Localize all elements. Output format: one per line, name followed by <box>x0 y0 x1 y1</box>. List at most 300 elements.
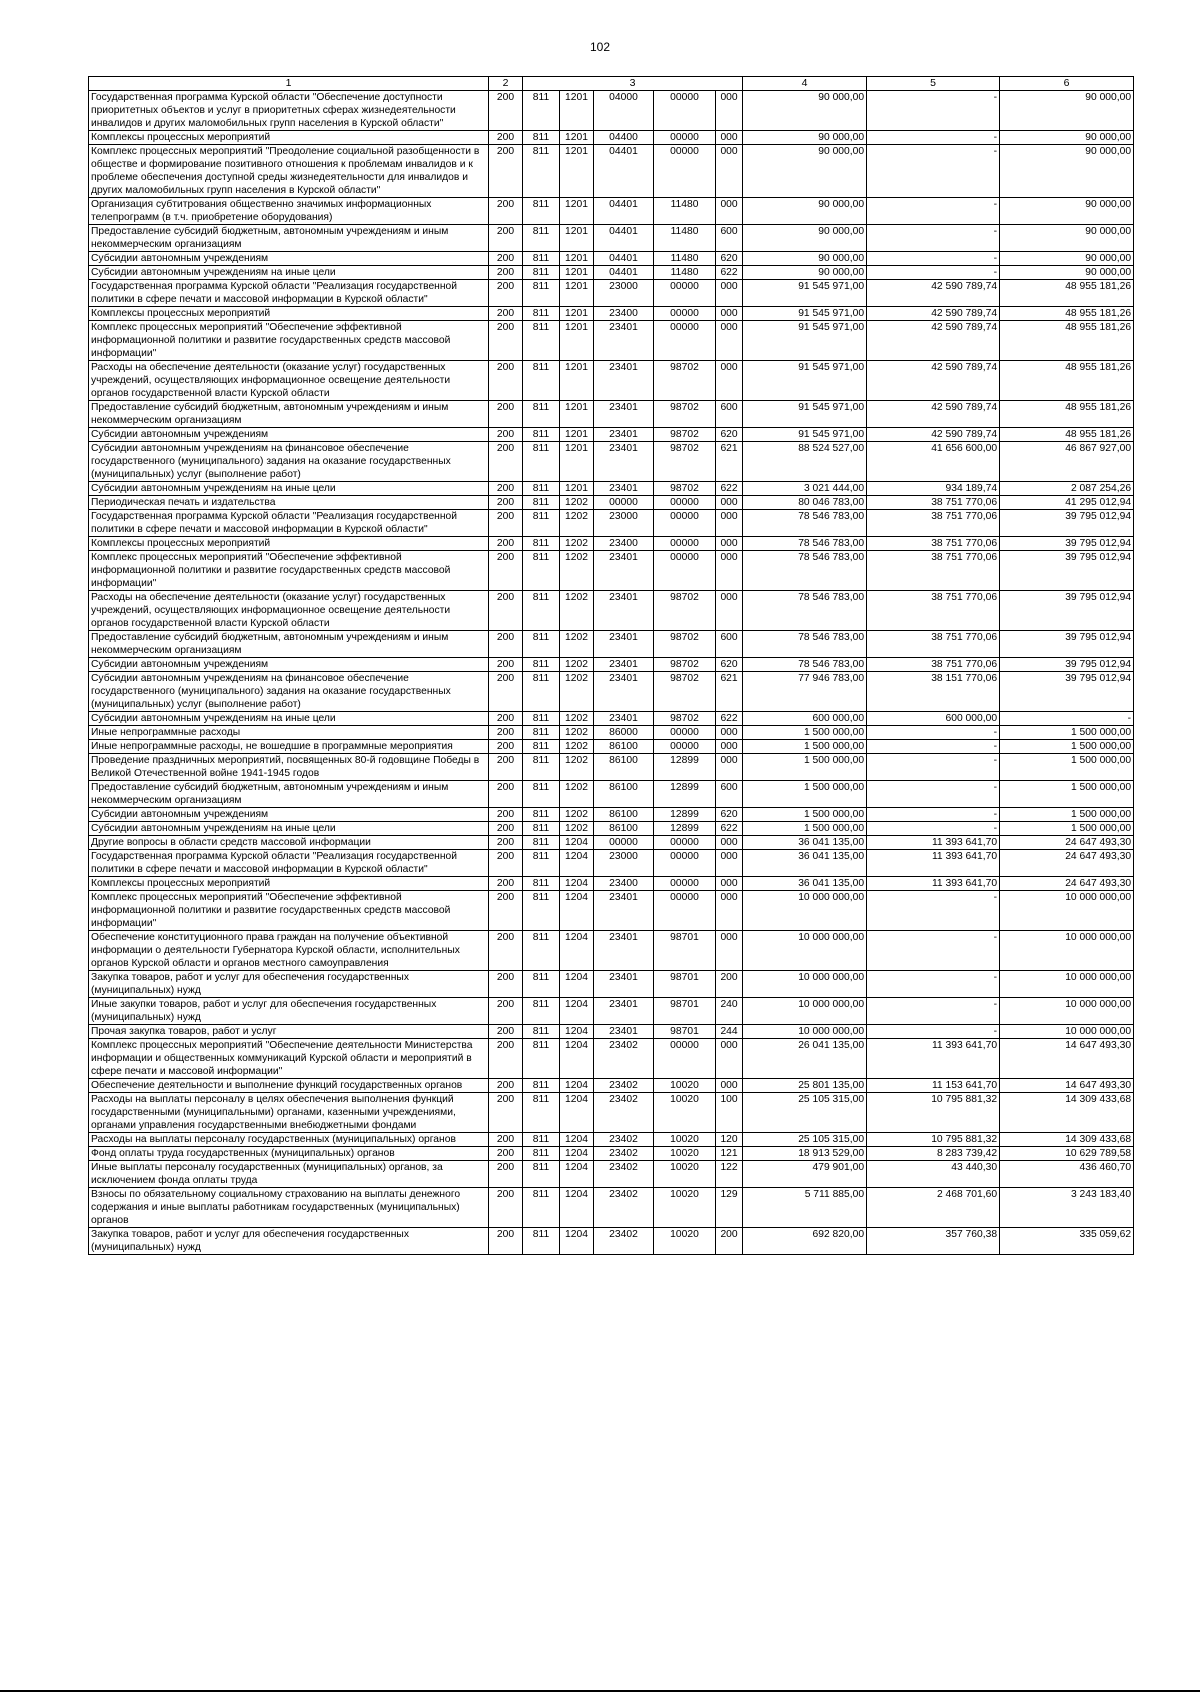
row-code-3c: 86000 <box>594 726 654 740</box>
row-amount-4: 1 500 000,00 <box>743 808 867 822</box>
row-amount-5: 41 656 600,00 <box>867 442 1000 482</box>
table-row <box>89 91 1134 131</box>
row-amount-5: 8 283 739,42 <box>867 1147 1000 1161</box>
row-code-3d: 00000 <box>654 496 716 510</box>
table-row <box>89 1147 1134 1161</box>
row-code-3b: 1201 <box>560 307 594 321</box>
row-code-2: 200 <box>489 1093 523 1133</box>
row-name: Комплекс процессных мероприятий "Преодоление социальной разобщенности в обществе и формирование позитивного отношения к проблемам инвалидов и к проблеме обеспечения доступной среды жизнедеятельности для инвалидов и других маломобильных групп населения в Курской области" <box>89 145 489 198</box>
row-code-3d: 11480 <box>654 198 716 225</box>
row-amount-4: 10 000 000,00 <box>743 971 867 998</box>
row-code-2: 200 <box>489 321 523 361</box>
row-name: Субсидии автономным учреждениям на финансовое обеспечение государственного (муниципального) задания на оказание государственных (муниципальных) услуг (выполнение работ) <box>89 442 489 482</box>
row-amount-5: 42 590 789,74 <box>867 361 1000 401</box>
table-row <box>89 891 1134 931</box>
row-name: Проведение праздничных мероприятий, посвященных 80-й годовщине Победы в Великой Отечественной войне 1941-1945 годов <box>89 754 489 781</box>
row-code-3d: 11480 <box>654 266 716 280</box>
row-amount-4: 78 546 783,00 <box>743 591 867 631</box>
row-name: Комплекс процессных мероприятий "Обеспечение эффективной информационной политики и развитие государственных средств массовой информации" <box>89 891 489 931</box>
row-name: Закупка товаров, работ и услуг для обеспечения государственных (муниципальных) нужд <box>89 971 489 998</box>
row-amount-6: - <box>1000 712 1134 726</box>
row-amount-4: 10 000 000,00 <box>743 998 867 1025</box>
row-name: Государственная программа Курской области "Реализация государственной политики в сфере печати и массовой информации в Курской области" <box>89 850 489 877</box>
row-code-3e: 620 <box>716 658 743 672</box>
row-code-3b: 1201 <box>560 225 594 252</box>
row-code-3a: 811 <box>523 1188 560 1228</box>
row-name: Субсидии автономным учреждениям на иные цели <box>89 266 489 280</box>
row-amount-5: 2 468 701,60 <box>867 1188 1000 1228</box>
row-amount-4: 90 000,00 <box>743 225 867 252</box>
row-amount-5: 38 751 770,06 <box>867 631 1000 658</box>
row-code-2: 200 <box>489 591 523 631</box>
row-name: Государственная программа Курской области "Обеспечение доступности приоритетных объектов и услуг в приоритетных сферах жизнедеятельности инвалидов и других маломобильных групп населения в Курской области" <box>89 91 489 131</box>
row-code-2: 200 <box>489 496 523 510</box>
bottom-rule <box>0 1690 1200 1692</box>
row-amount-6: 48 955 181,26 <box>1000 280 1134 307</box>
row-code-3c: 23000 <box>594 510 654 537</box>
row-amount-5: 42 590 789,74 <box>867 428 1000 442</box>
row-code-3e: 000 <box>716 510 743 537</box>
row-code-3a: 811 <box>523 537 560 551</box>
row-amount-6: 39 795 012,94 <box>1000 672 1134 712</box>
row-code-3c: 23402 <box>594 1079 654 1093</box>
row-code-3e: 000 <box>716 537 743 551</box>
row-code-3d: 00000 <box>654 740 716 754</box>
row-code-2: 200 <box>489 537 523 551</box>
row-name: Иные непрограммные расходы <box>89 726 489 740</box>
row-code-3c: 23000 <box>594 850 654 877</box>
row-code-3e: 129 <box>716 1188 743 1228</box>
row-amount-4: 1 500 000,00 <box>743 754 867 781</box>
row-name: Субсидии автономным учреждениям <box>89 428 489 442</box>
row-code-3e: 122 <box>716 1161 743 1188</box>
table-row <box>89 401 1134 428</box>
row-code-2: 200 <box>489 198 523 225</box>
row-amount-5: 38 751 770,06 <box>867 537 1000 551</box>
row-code-3e: 200 <box>716 971 743 998</box>
row-name: Субсидии автономным учреждениям на иные цели <box>89 482 489 496</box>
row-code-3d: 11480 <box>654 225 716 252</box>
row-code-2: 200 <box>489 971 523 998</box>
row-code-3b: 1204 <box>560 891 594 931</box>
row-amount-5: 11 393 641,70 <box>867 1039 1000 1079</box>
row-amount-4: 90 000,00 <box>743 131 867 145</box>
row-name: Фонд оплаты труда государственных (муниципальных) органов <box>89 1147 489 1161</box>
row-amount-5: 43 440,30 <box>867 1161 1000 1188</box>
row-code-3a: 811 <box>523 672 560 712</box>
row-amount-5: - <box>867 91 1000 131</box>
row-code-2: 200 <box>489 252 523 266</box>
row-code-2: 200 <box>489 1147 523 1161</box>
row-code-3b: 1204 <box>560 1147 594 1161</box>
row-name: Расходы на выплаты персоналу в целях обеспечения выполнения функций государственными (муниципальными) органами, казенными учреждениями, органами управления государственными внебюджетными фондами <box>89 1093 489 1133</box>
row-code-3b: 1202 <box>560 631 594 658</box>
row-code-3b: 1202 <box>560 551 594 591</box>
row-code-3c: 23401 <box>594 1025 654 1039</box>
row-name: Взносы по обязательному социальному страхованию на выплаты денежного содержания и иные выплаты работникам государственных (муниципальных) органов <box>89 1188 489 1228</box>
row-code-2: 200 <box>489 850 523 877</box>
table-row <box>89 808 1134 822</box>
row-code-3c: 86100 <box>594 781 654 808</box>
row-code-3e: 600 <box>716 781 743 808</box>
table-row <box>89 1079 1134 1093</box>
row-code-3b: 1204 <box>560 850 594 877</box>
row-code-3b: 1204 <box>560 877 594 891</box>
row-amount-6: 90 000,00 <box>1000 225 1134 252</box>
row-code-3e: 100 <box>716 1093 743 1133</box>
row-code-3a: 811 <box>523 891 560 931</box>
row-code-3b: 1202 <box>560 591 594 631</box>
row-amount-6: 436 460,70 <box>1000 1161 1134 1188</box>
table-row <box>89 266 1134 280</box>
row-code-3c: 23400 <box>594 307 654 321</box>
table-row <box>89 442 1134 482</box>
row-amount-5: 11 153 641,70 <box>867 1079 1000 1093</box>
row-code-3c: 23401 <box>594 442 654 482</box>
row-code-3b: 1204 <box>560 998 594 1025</box>
row-code-3d: 10020 <box>654 1079 716 1093</box>
row-code-3d: 00000 <box>654 91 716 131</box>
row-amount-5: 10 795 881,32 <box>867 1093 1000 1133</box>
row-code-2: 200 <box>489 822 523 836</box>
row-code-3a: 811 <box>523 198 560 225</box>
row-code-3a: 811 <box>523 850 560 877</box>
row-code-3c: 23402 <box>594 1161 654 1188</box>
row-code-3c: 23401 <box>594 931 654 971</box>
row-amount-4: 25 105 315,00 <box>743 1133 867 1147</box>
row-code-3d: 00000 <box>654 307 716 321</box>
row-amount-4: 78 546 783,00 <box>743 537 867 551</box>
row-code-3c: 23402 <box>594 1039 654 1079</box>
row-amount-6: 1 500 000,00 <box>1000 740 1134 754</box>
row-code-3a: 811 <box>523 1147 560 1161</box>
row-code-3a: 811 <box>523 591 560 631</box>
row-code-3b: 1204 <box>560 1188 594 1228</box>
row-name: Закупка товаров, работ и услуг для обеспечения государственных (муниципальных) нужд <box>89 1228 489 1255</box>
row-amount-6: 39 795 012,94 <box>1000 658 1134 672</box>
row-code-3a: 811 <box>523 1025 560 1039</box>
row-amount-6: 24 647 493,30 <box>1000 836 1134 850</box>
row-code-3d: 00000 <box>654 891 716 931</box>
row-amount-5: 42 590 789,74 <box>867 307 1000 321</box>
row-amount-5: - <box>867 726 1000 740</box>
row-code-3c: 23401 <box>594 482 654 496</box>
row-code-3e: 000 <box>716 754 743 781</box>
row-name: Предоставление субсидий бюджетным, автономным учреждениям и иным некоммерческим организациям <box>89 781 489 808</box>
row-code-3a: 811 <box>523 225 560 252</box>
row-code-3c: 23401 <box>594 712 654 726</box>
row-code-3e: 000 <box>716 361 743 401</box>
row-code-3d: 98702 <box>654 712 716 726</box>
row-code-3b: 1201 <box>560 198 594 225</box>
row-code-3a: 811 <box>523 551 560 591</box>
row-code-3e: 000 <box>716 131 743 145</box>
row-amount-4: 91 545 971,00 <box>743 428 867 442</box>
row-code-3b: 1204 <box>560 1228 594 1255</box>
row-amount-4: 1 500 000,00 <box>743 781 867 808</box>
row-amount-5: - <box>867 781 1000 808</box>
row-amount-4: 36 041 135,00 <box>743 850 867 877</box>
header-col-3: 3 <box>523 77 743 91</box>
row-code-3d: 98702 <box>654 482 716 496</box>
row-code-3c: 04400 <box>594 131 654 145</box>
row-code-3c: 00000 <box>594 496 654 510</box>
row-code-3b: 1201 <box>560 91 594 131</box>
row-name: Комплексы процессных мероприятий <box>89 307 489 321</box>
header-col-1: 1 <box>89 77 489 91</box>
row-name: Комплекс процессных мероприятий "Обеспечение эффективной информационной политики и развитие государственных средств массовой информации" <box>89 321 489 361</box>
row-name: Прочая закупка товаров, работ и услуг <box>89 1025 489 1039</box>
row-amount-5: 934 189,74 <box>867 482 1000 496</box>
row-amount-6: 1 500 000,00 <box>1000 808 1134 822</box>
row-amount-6: 46 867 927,00 <box>1000 442 1134 482</box>
row-amount-5: - <box>867 740 1000 754</box>
row-code-3e: 000 <box>716 321 743 361</box>
row-amount-6: 10 000 000,00 <box>1000 971 1134 998</box>
row-code-3e: 000 <box>716 1039 743 1079</box>
row-code-3b: 1202 <box>560 822 594 836</box>
table-row <box>89 822 1134 836</box>
row-code-3c: 23401 <box>594 631 654 658</box>
row-name: Комплекс процессных мероприятий "Обеспечение эффективной информационной политики и развитие государственных средств массовой информации" <box>89 551 489 591</box>
row-amount-6: 90 000,00 <box>1000 252 1134 266</box>
row-code-3a: 811 <box>523 877 560 891</box>
row-code-3e: 600 <box>716 631 743 658</box>
row-code-2: 200 <box>489 712 523 726</box>
row-code-3d: 00000 <box>654 726 716 740</box>
row-code-3d: 00000 <box>654 131 716 145</box>
row-code-3a: 811 <box>523 252 560 266</box>
row-code-2: 200 <box>489 836 523 850</box>
row-code-3e: 200 <box>716 1228 743 1255</box>
row-code-3d: 98702 <box>654 631 716 658</box>
row-amount-4: 5 711 885,00 <box>743 1188 867 1228</box>
row-code-3e: 244 <box>716 1025 743 1039</box>
row-code-3a: 811 <box>523 1039 560 1079</box>
row-amount-5: 600 000,00 <box>867 712 1000 726</box>
table-row <box>89 591 1134 631</box>
row-name: Предоставление субсидий бюджетным, автономным учреждениям и иным некоммерческим организациям <box>89 401 489 428</box>
row-code-3e: 000 <box>716 740 743 754</box>
table-row <box>89 998 1134 1025</box>
row-code-2: 200 <box>489 877 523 891</box>
row-code-3c: 23401 <box>594 998 654 1025</box>
row-code-3e: 622 <box>716 822 743 836</box>
row-code-2: 200 <box>489 631 523 658</box>
row-code-3d: 00000 <box>654 551 716 591</box>
row-amount-4: 692 820,00 <box>743 1228 867 1255</box>
row-name: Обеспечение деятельности и выполнение функций государственных органов <box>89 1079 489 1093</box>
row-code-3a: 811 <box>523 361 560 401</box>
table-row <box>89 1093 1134 1133</box>
row-code-3e: 000 <box>716 726 743 740</box>
row-amount-5: 38 751 770,06 <box>867 551 1000 591</box>
row-code-3a: 811 <box>523 307 560 321</box>
row-code-3c: 23402 <box>594 1093 654 1133</box>
row-code-3b: 1204 <box>560 1161 594 1188</box>
row-name: Другие вопросы в области средств массовой информации <box>89 836 489 850</box>
table-row <box>89 225 1134 252</box>
table-row <box>89 754 1134 781</box>
row-amount-6: 90 000,00 <box>1000 145 1134 198</box>
row-amount-5: 42 590 789,74 <box>867 401 1000 428</box>
table-row <box>89 1188 1134 1228</box>
row-code-3d: 00000 <box>654 1039 716 1079</box>
row-name: Субсидии автономным учреждениям на иные цели <box>89 712 489 726</box>
row-code-3d: 10020 <box>654 1147 716 1161</box>
table-row <box>89 631 1134 658</box>
row-code-3d: 98702 <box>654 442 716 482</box>
row-amount-5: 38 751 770,06 <box>867 658 1000 672</box>
header-col-6: 6 <box>1000 77 1134 91</box>
row-code-3b: 1201 <box>560 428 594 442</box>
row-code-3a: 811 <box>523 496 560 510</box>
row-name: Комплексы процессных мероприятий <box>89 877 489 891</box>
table-row <box>89 658 1134 672</box>
row-name: Иные непрограммные расходы, не вошедшие в программные мероприятия <box>89 740 489 754</box>
row-code-3a: 811 <box>523 1161 560 1188</box>
row-amount-6: 14 647 493,30 <box>1000 1079 1134 1093</box>
row-code-2: 200 <box>489 428 523 442</box>
row-amount-4: 25 801 135,00 <box>743 1079 867 1093</box>
row-code-3e: 000 <box>716 891 743 931</box>
row-code-2: 200 <box>489 225 523 252</box>
row-code-3c: 23000 <box>594 280 654 307</box>
row-amount-6: 335 059,62 <box>1000 1228 1134 1255</box>
row-code-3e: 000 <box>716 877 743 891</box>
row-code-2: 200 <box>489 672 523 712</box>
row-amount-4: 36 041 135,00 <box>743 877 867 891</box>
row-amount-5: - <box>867 754 1000 781</box>
row-code-3a: 811 <box>523 971 560 998</box>
row-amount-6: 3 243 183,40 <box>1000 1188 1134 1228</box>
row-code-3a: 811 <box>523 726 560 740</box>
row-code-3b: 1201 <box>560 252 594 266</box>
row-name: Периодическая печать и издательства <box>89 496 489 510</box>
row-amount-5: - <box>867 891 1000 931</box>
row-amount-4: 77 946 783,00 <box>743 672 867 712</box>
row-amount-4: 91 545 971,00 <box>743 361 867 401</box>
row-code-3c: 23402 <box>594 1228 654 1255</box>
row-code-3e: 121 <box>716 1147 743 1161</box>
row-amount-6: 24 647 493,30 <box>1000 877 1134 891</box>
row-code-3a: 811 <box>523 712 560 726</box>
table-row <box>89 428 1134 442</box>
row-code-2: 200 <box>489 1039 523 1079</box>
row-code-3a: 811 <box>523 740 560 754</box>
row-code-3e: 620 <box>716 252 743 266</box>
row-amount-6: 90 000,00 <box>1000 91 1134 131</box>
row-code-3a: 811 <box>523 482 560 496</box>
row-amount-5: - <box>867 822 1000 836</box>
row-code-3a: 811 <box>523 280 560 307</box>
row-code-3b: 1201 <box>560 280 594 307</box>
row-name: Государственная программа Курской области "Реализация государственной политики в сфере печати и массовой информации в Курской области" <box>89 280 489 307</box>
row-code-3d: 10020 <box>654 1133 716 1147</box>
budget-table <box>88 76 1134 1255</box>
row-amount-5: - <box>867 931 1000 971</box>
row-code-3e: 620 <box>716 808 743 822</box>
row-code-2: 200 <box>489 361 523 401</box>
row-amount-5: - <box>867 808 1000 822</box>
table-row <box>89 252 1134 266</box>
row-code-3c: 23401 <box>594 361 654 401</box>
row-amount-6: 1 500 000,00 <box>1000 822 1134 836</box>
row-code-3c: 23401 <box>594 551 654 591</box>
row-code-3e: 000 <box>716 145 743 198</box>
row-amount-6: 10 000 000,00 <box>1000 1025 1134 1039</box>
row-code-3a: 811 <box>523 836 560 850</box>
table-row <box>89 726 1134 740</box>
row-code-3e: 000 <box>716 307 743 321</box>
table-row <box>89 1025 1134 1039</box>
row-code-3e: 000 <box>716 496 743 510</box>
row-amount-5: 11 393 641,70 <box>867 836 1000 850</box>
row-name: Организация субтитрования общественно значимых информационных телепрограмм (в т.ч. приобретение оборудования) <box>89 198 489 225</box>
row-name: Иные закупки товаров, работ и услуг для обеспечения государственных (муниципальных) нужд <box>89 998 489 1025</box>
header-col-5: 5 <box>867 77 1000 91</box>
row-amount-5: 10 795 881,32 <box>867 1133 1000 1147</box>
row-code-3c: 23402 <box>594 1133 654 1147</box>
row-code-3d: 00000 <box>654 280 716 307</box>
row-code-3b: 1202 <box>560 740 594 754</box>
row-amount-4: 1 500 000,00 <box>743 726 867 740</box>
row-code-3c: 86100 <box>594 740 654 754</box>
table-row <box>89 781 1134 808</box>
row-code-2: 200 <box>489 781 523 808</box>
row-amount-4: 78 546 783,00 <box>743 510 867 537</box>
row-code-3a: 811 <box>523 442 560 482</box>
row-code-3d: 98701 <box>654 971 716 998</box>
row-amount-4: 78 546 783,00 <box>743 658 867 672</box>
row-code-3a: 811 <box>523 266 560 280</box>
row-code-3e: 622 <box>716 266 743 280</box>
row-amount-5: - <box>867 252 1000 266</box>
row-amount-4: 10 000 000,00 <box>743 891 867 931</box>
row-code-3b: 1201 <box>560 145 594 198</box>
table-row <box>89 145 1134 198</box>
table-row <box>89 740 1134 754</box>
row-code-3a: 811 <box>523 781 560 808</box>
row-code-3c: 23400 <box>594 537 654 551</box>
row-code-2: 200 <box>489 1025 523 1039</box>
row-code-3b: 1202 <box>560 781 594 808</box>
row-amount-4: 78 546 783,00 <box>743 551 867 591</box>
row-amount-6: 2 087 254,26 <box>1000 482 1134 496</box>
table-row <box>89 321 1134 361</box>
row-code-2: 200 <box>489 482 523 496</box>
row-amount-5: 38 151 770,06 <box>867 672 1000 712</box>
row-amount-6: 41 295 012,94 <box>1000 496 1134 510</box>
row-name: Субсидии автономным учреждениям <box>89 808 489 822</box>
row-code-2: 200 <box>489 131 523 145</box>
row-code-3c: 23401 <box>594 321 654 361</box>
row-code-3c: 23401 <box>594 672 654 712</box>
row-code-3c: 23401 <box>594 428 654 442</box>
row-amount-4: 90 000,00 <box>743 252 867 266</box>
row-code-3d: 12899 <box>654 822 716 836</box>
row-amount-6: 48 955 181,26 <box>1000 307 1134 321</box>
row-code-3b: 1202 <box>560 672 594 712</box>
row-code-2: 200 <box>489 510 523 537</box>
row-amount-6: 90 000,00 <box>1000 198 1134 225</box>
table-row <box>89 850 1134 877</box>
table-row <box>89 971 1134 998</box>
row-code-2: 200 <box>489 1188 523 1228</box>
row-amount-4: 88 524 527,00 <box>743 442 867 482</box>
row-code-3c: 23401 <box>594 591 654 631</box>
row-amount-5: - <box>867 145 1000 198</box>
